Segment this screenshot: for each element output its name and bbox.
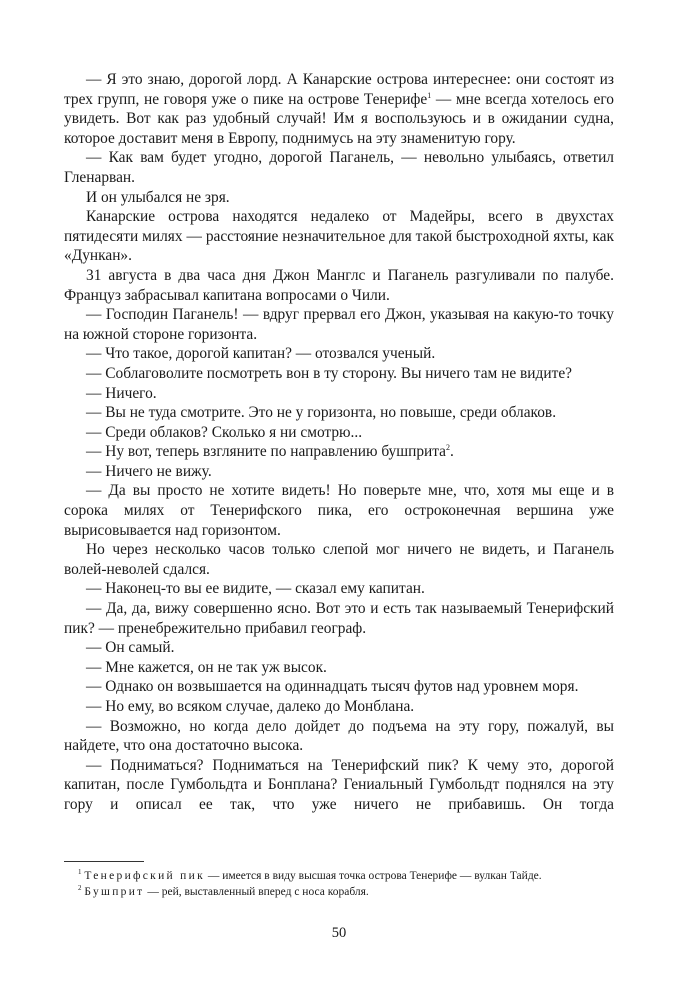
paragraph: Но через несколько часов только слепой мог ничего не видеть, и Паганель волей-неволей сдался. bbox=[64, 541, 614, 578]
paragraph: — Возможно, но когда дело дойдет до подъема на эту гору, пожалуй, вы найдете, что она достаточно высока. bbox=[64, 717, 614, 755]
paragraph: — Господин Паганель! — вдруг прервал его Джон, указывая на какую-то точку на южной стороне горизонта. bbox=[64, 306, 614, 343]
paragraph: — Но ему, во всяком случае, далеко до Монблана. bbox=[86, 698, 415, 715]
paragraph: — Подниматься? Подниматься на Тенерифский пик? К чему это, дорогой капитан, после Гумбольдта и Бонплана? Гениальный Гумбольдт поднялся на эту гору и описал ее так, что уже ничего не прибавишь. Он тогда bbox=[64, 756, 614, 813]
paragraph: — Ну вот, теперь взгляните по направлению бушприта$^2$. bbox=[86, 443, 454, 461]
footnote-ref: 1 bbox=[427, 90, 432, 100]
paragraph: — Да вы просто не хотите видеть! Но поверьте мне, что, хотя мы еще и в сорока милях от Тенерифского пика, его остроконечная вершина уже вырисовывается над горизонтом. bbox=[64, 482, 614, 539]
footnote: $^1$ Тенерифский пик — имеется в виду высшая точка острова Тенерифе — вулкан Тайде. bbox=[78, 868, 542, 882]
paragraph: — Соблаговолите посмотреть вон в ту сторону. Вы ничего там не видите? bbox=[86, 364, 572, 382]
paragraph: — Он самый. bbox=[86, 639, 175, 657]
paragraph: — Что такое, дорогой капитан? — отозвался ученый. bbox=[86, 345, 436, 363]
body-text bbox=[64, 70, 614, 815]
paragraph: — Наконец-то вы ее видите, — сказал ему капитан. bbox=[86, 580, 425, 598]
paragraph: — Среди облаков? Сколько я ни смотрю... bbox=[86, 423, 363, 441]
page-number: 50 bbox=[331, 925, 347, 941]
paragraph: — Как вам будет угодно, дорогой Паганель, — невольно улыбаясь, ответил Гленарван. bbox=[64, 149, 614, 186]
paragraph: — Вы не туда смотрите. Это не у горизонта, но повыше, среди облаков. bbox=[86, 404, 557, 422]
paragraph: — Да, да, вижу совершенно ясно. Вот это и есть так называемый Тенерифский пик? — пренебрежительно прибавил географ. bbox=[64, 600, 614, 637]
footnote-term: Тенерифский пик bbox=[84, 870, 205, 882]
paragraph: — Ничего. bbox=[86, 384, 157, 402]
footnote-ref: 2 bbox=[446, 443, 451, 453]
paragraph: — Однако он возвышается на одиннадцать тысяч футов над уровнем моря. bbox=[86, 678, 579, 696]
paragraph: — Ничего не вижу. bbox=[86, 462, 212, 480]
paragraph: 31 августа в два часа дня Джон Манглс и Паганель разгуливали по палубе. Француз забрасывал капитана вопросами о Чили. bbox=[64, 266, 614, 304]
paragraph: — Мне кажется, он не так уж высок. bbox=[86, 658, 327, 676]
footnotes bbox=[64, 869, 624, 900]
paragraph: И он улыбался не зря. bbox=[86, 188, 230, 206]
footnote-term: Бушприт bbox=[84, 885, 145, 898]
paragraph: Канарские острова находятся недалеко от Мадейры, всего в двухстах пятидесяти милях — расстояние незначительное для такой быстроходной яхты, как «Дункан». bbox=[64, 208, 614, 265]
paragraph: — Я это знаю, дорогой лорд. А Канарские острова интереснее: они состоят из трех групп, не говоря уже о пике на острове Тенерифе$^1$ — мне всегда хотелось его увидеть. Вот как раз удобный случай! Им я воспользуюсь и в ожидании судна, которое доставит меня в Европу, поднимусь на эту знаменитую гору. bbox=[64, 71, 614, 147]
footnote-divider bbox=[64, 861, 144, 862]
footnote: $^2$ Бушприт — рей, выставленный вперед с носа корабля. bbox=[78, 883, 369, 898]
